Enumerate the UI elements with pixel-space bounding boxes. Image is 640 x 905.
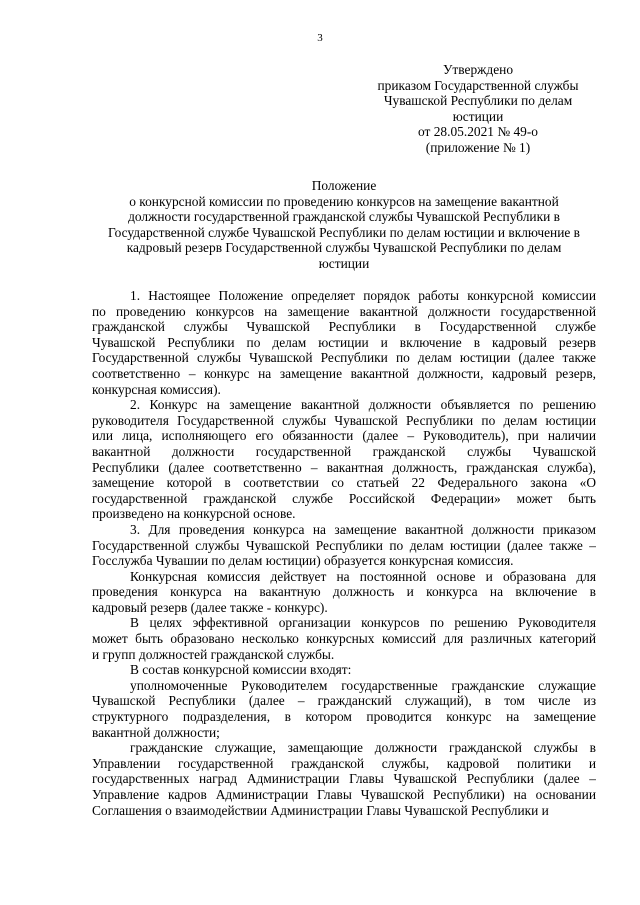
body-paragraph [92, 740, 596, 818]
paragraph-line: 2. Конкурс на замещение вакантной должности объявляется по решению [130, 397, 596, 413]
paragraph-line: государственных наград Администрации Главы Чувашской Республики (далее – [92, 771, 596, 787]
paragraph-line: 1. Настоящее Положение определяет порядок работы конкурсной комиссии [130, 288, 596, 303]
paragraph-line: Государственной службы Чувашской Республики по делам юстиции (далее также – [92, 537, 596, 553]
paragraph-line: соответственно – конкурс на замещение вакантной должности, кадровый резерв, [92, 365, 596, 381]
paragraph-line: Республики (далее соответственно – вакантная должность, гражданская служба), [92, 459, 596, 475]
approval-line: от 28.05.2021 № 49-о [418, 124, 538, 140]
paragraph-line: и групп должностей гражданской службы. [92, 646, 335, 662]
paragraph-line: государственной гражданской службе Российской Федерации» может быть [92, 490, 596, 506]
body-paragraph [92, 662, 596, 678]
page-number: 3 [317, 32, 323, 44]
paragraph-line: Чувашской Республики по делам юстиции и включение в кадровый резерв [92, 334, 596, 350]
paragraph-line: В целях эффективной организации конкурсов по решению Руководителя [130, 615, 596, 631]
paragraph-line: проведения конкурса на вакантную должность и конкурса на включение в [92, 584, 596, 600]
paragraph-line: гражданские служащие, замещающие должности гражданской службы в [130, 740, 596, 756]
paragraph-line: Государственной службы Чувашской Республики по делам юстиции (далее также [92, 350, 596, 366]
approval-line: Чувашской Республики по делам [383, 93, 573, 109]
paragraph-line: Соглашения о взаимодействии Администрации Главы Чувашской Республики и [92, 802, 549, 818]
paragraph-line: вакантной должности; [92, 724, 220, 740]
title-line: Государственной службе Чувашской Республики по делам юстиции и включение в [108, 224, 580, 240]
approval-line: (приложение № 1) [425, 139, 531, 155]
body-paragraph [92, 678, 596, 740]
paragraph-line: или лица, исполняющего его обязанности (далее – Руководитель), при наличии [92, 428, 596, 444]
paragraph-line: произведено на конкурсной основе. [92, 506, 296, 522]
title-line: должности государственной гражданской службы Чувашской Республики в [128, 209, 560, 225]
paragraph-line: Госслужба Чувашии по делам юстиции) образуется конкурсная комиссия. [92, 553, 514, 569]
body-paragraph [92, 288, 596, 397]
title-line: кадровый резерв Государственной службы Чувашской Республики по делам [126, 240, 562, 256]
document-body [92, 288, 596, 818]
paragraph-line: структурного подразделения, в котором проводится конкурс на замещение [92, 709, 596, 725]
body-paragraph [92, 522, 596, 569]
paragraph-line: вакантной должности государственной гражданской службы Чувашской [92, 443, 596, 459]
paragraph-line: 3. Для проведения конкурса на замещение вакантной должности приказом [130, 521, 596, 537]
body-paragraph [92, 569, 596, 616]
paragraph-line: по проведению конкурсов на замещение вакантной должности государственной [92, 303, 596, 319]
approval-line: Утверждено [442, 62, 514, 77]
paragraph-line: Чувашской Республики (далее – гражданский служащий), в том числе из [92, 693, 596, 709]
paragraph-line: руководителя Государственной службы Чувашской Республики по делам юстиции [92, 412, 596, 428]
paragraph-line: замещение которой в соответствии со статьей 22 Федерального закона «О [92, 475, 596, 491]
title-line: юстиции [318, 255, 370, 271]
paragraph-line: гражданской службы Чувашской Республики в Государственной службе [92, 319, 596, 335]
paragraph-line: кадровый резерв (далее также - конкурс). [92, 599, 328, 615]
approval-line: приказом Государственной службы [377, 77, 579, 93]
approval-stamp [362, 62, 594, 156]
title-heading: Положение [311, 178, 377, 193]
paragraph-line: В состав конкурсной комиссии входят: [130, 662, 352, 678]
paragraph-line: Управление кадров Администрации Главы Чувашской Республики) на основании [92, 787, 596, 802]
paragraph-line: Конкурсная комиссия действует на постоянной основе и образована для [130, 568, 596, 584]
body-paragraph [92, 397, 596, 522]
paragraph-line: Управлении государственной гражданской службы, кадровой политики и [92, 755, 596, 771]
title-line: о конкурсной комиссии по проведению конкурсов на замещение вакантной [129, 193, 559, 209]
paragraph-line: конкурсная комиссия). [92, 381, 221, 397]
approval-line: юстиции [452, 108, 504, 124]
paragraph-line: уполномоченные Руководителем государственные гражданские служащие [130, 677, 596, 693]
body-paragraph [92, 615, 596, 662]
document-title [92, 178, 596, 272]
paragraph-line: может быть образовано несколько конкурсных комиссий для различных категорий [92, 631, 596, 647]
